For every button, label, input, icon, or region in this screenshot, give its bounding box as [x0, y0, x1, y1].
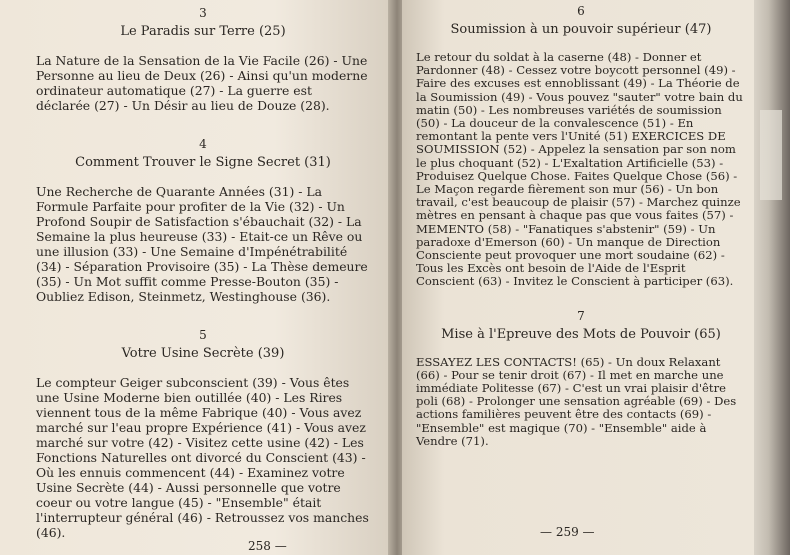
chapter-number: 7 [577, 308, 585, 323]
chapter-number: 3 [199, 6, 207, 20]
chapter-title: Soumission à un pouvoir supérieur (47) [450, 22, 712, 37]
chapter-title: Votre Usine Secrète (39) [121, 346, 285, 361]
chapter-3 [36, 6, 370, 113]
chapter-number: 4 [199, 137, 207, 151]
chapter-number: 6 [577, 4, 585, 18]
chapter-summary: La Nature de la Sensation de la Vie Facile (26) - Une Personne au lieu de Deux (26) - Ainsi qu'un moderne ordinateur automatique (27) - La guerre est déclarée (27) - Un Désir au lieu de Douze (28). [36, 53, 368, 113]
chapter-title: Le Paradis sur Terre (25) [120, 24, 286, 39]
chapter-title: Mise à l'Epreuve des Mots de Pouvoir (65) [441, 326, 721, 342]
page-number: 258 — [248, 539, 287, 553]
right-page [402, 0, 754, 555]
chapter-4 [36, 137, 370, 304]
chapter-summary: ESSAYEZ LES CONTACTS! (65) - Un doux Relaxant (66) - Pour se tenir droit (67) - Il met en marche une immédiate Politesse (67) - C'est un vrai plaisir d'être poli (68) - Prolonger une sensation agréable (69) - Des actions familières peuvent être des contacts (69) - "Ensemble" est magique (70) - "Ensemble" aide à Vendre (71). [416, 354, 737, 448]
chapter-7 [416, 309, 746, 448]
left-page [0, 0, 392, 555]
chapter-6 [416, 4, 746, 289]
page-edge [754, 0, 790, 555]
chapter-5 [36, 328, 370, 540]
page-number: — 259 — [540, 525, 595, 539]
chapter-summary: Le compteur Geiger subconscient (39) - Vous êtes une Usine Moderne bien outillée (40) - Les Rires viennent tous de la même Fabrique (40) - Vous avez marché sur l'eau propre Expérience (41) - Vous avez marché sur votre (42) - Visitez cette usine (42) - Les Fonctions Naturelles ont divorcé du Conscient (43) - Où les ennuis commencent (44) - Examinez votre Usine Secrète (44) - Aussi personnelle que votre coeur ou votre langue (45) - "Ensemble" était l'interrupteur général (46) - Retroussez vos manches (46). [36, 375, 369, 540]
chapter-summary: Le retour du soldat à la caserne (48) - Donner et Pardonner (48) - Cessez votre boycott personnel (49) - Faire des excuses est ennoblissant (49) - La Théorie de la Soumission (49) - Vous pouvez "sauter" votre bain du matin (50) - Les nombreuses variétés de soumission (50) - La douceur de la convalescence (51) - En remontant la pente vers l'Unité (51) EXERCICES DE SOUMISSION (52) - Appelez la sensation par son nom le plus choquant (52) - L'Exaltation Artificielle (53) - Produisez Quelque Chose. Faites Quelque Chose (56) - Le Maçon regarde fièrement son mur (56) - Un bon travail, c'est beaucoup de plaisir (57) - Marchez quinze mètres en pensant à chaque pas que vous faites (57) - MEMENTO (58) - "Fanatiques s'abstenir" (59) - Un paradoxe d'Emerson (60) - Un manque de Direction Consciente peut provoquer une mort soudaine (62) - Tous les Excès ont besoin de l'Aide de l'Esprit Conscient (63) - Invitez le Conscient à participer (63). [416, 50, 743, 289]
chapter-number: 5 [199, 328, 207, 342]
underlying-page [760, 110, 782, 200]
chapter-title: Comment Trouver le Signe Secret (31) [75, 155, 331, 170]
chapter-summary: Une Recherche de Quarante Années (31) - La Formule Parfaite pour profiter de la Vie (32) - Un Profond Soupir de Satisfaction s'ébauchait (32) - La Semaine la plus heureuse (33) - Etait-ce un Rêve ou une illusion (33) - Une Semaine d'Impénétrabilité (34) - Séparation Provisoire (35) - La Thèse demeure (35) - Un Mot suffit comme Presse-Bouton (35) - Oubliez Edison, Steinmetz, Westinghouse (36). [36, 184, 368, 304]
